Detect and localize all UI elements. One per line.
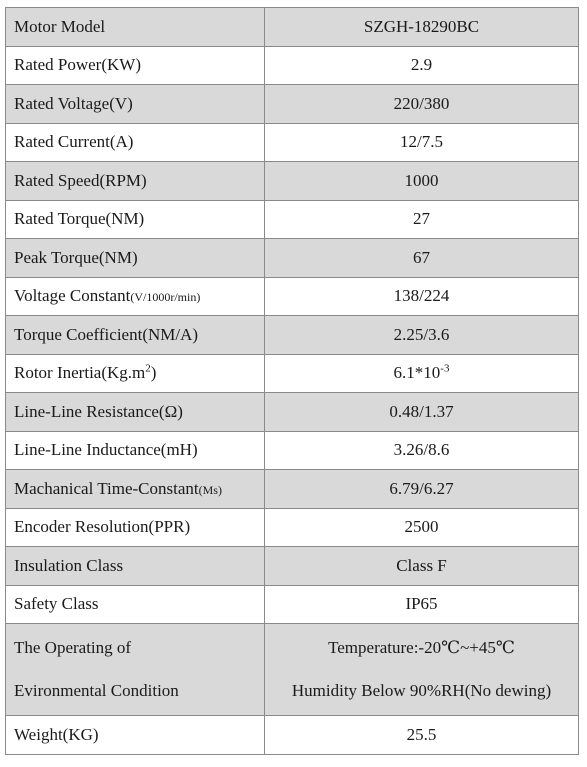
spec-label: Line-Line Inductance(mH)	[6, 431, 265, 470]
spec-value: 2500	[265, 508, 579, 547]
spec-value-exponent: -3	[440, 362, 450, 375]
table-row	[6, 393, 579, 432]
spec-label-line: The Operating of	[14, 638, 132, 658]
spec-label: Line-Line Resistance(Ω)	[6, 393, 265, 432]
table-row	[6, 316, 579, 355]
spec-value: 220/380	[265, 85, 579, 124]
spec-label: Rated Speed(RPM)	[6, 162, 265, 201]
table-row	[6, 624, 579, 716]
table-row	[6, 508, 579, 547]
spec-value: 0.48/1.37	[265, 393, 579, 432]
spec-label: Rated Voltage(V)	[6, 85, 265, 124]
spec-label: Rated Torque(NM)	[6, 200, 265, 239]
table-row	[6, 431, 579, 470]
spec-label: Torque Coefficient(NM/A)	[6, 316, 265, 355]
spec-value	[265, 354, 579, 393]
table-row	[6, 46, 579, 85]
spec-value	[265, 624, 579, 716]
spec-label	[6, 624, 265, 716]
spec-label-text: Voltage Constant	[14, 286, 131, 306]
spec-label	[6, 277, 265, 316]
spec-value: IP65	[265, 585, 579, 624]
table-row	[6, 585, 579, 624]
spec-label-unit: (V/1000r/min)	[130, 290, 201, 305]
table-row	[6, 8, 579, 47]
spec-label: Rated Power(KW)	[6, 46, 265, 85]
spec-label-superscript: 2	[145, 362, 151, 375]
spec-value-line: Humidity Below 90%RH(No dewing)	[291, 680, 552, 700]
spec-value: 12/7.5	[265, 123, 579, 162]
table-row	[6, 470, 579, 509]
spec-label: Motor Model	[6, 8, 265, 47]
spec-value: 138/224	[265, 277, 579, 316]
spec-value: 27	[265, 200, 579, 239]
table-row	[6, 123, 579, 162]
table-row	[6, 85, 579, 124]
spec-label-text: Rotor Inertia(Kg.m	[14, 363, 146, 383]
spec-value: SZGH-18290BC	[265, 8, 579, 47]
spec-value: 1000	[265, 162, 579, 201]
spec-value: 2.25/3.6	[265, 316, 579, 355]
spec-label-text: Machanical Time-Constant	[14, 478, 199, 498]
spec-label: Insulation Class	[6, 547, 265, 586]
table-row	[6, 277, 579, 316]
table-row	[6, 239, 579, 278]
table-row	[6, 162, 579, 201]
spec-label-line: Evironmental Condition	[14, 680, 179, 700]
spec-label: Peak Torque(NM)	[6, 239, 265, 278]
spec-value: 6.79/6.27	[265, 470, 579, 509]
spec-value: Class F	[265, 547, 579, 586]
spec-value: 2.9	[265, 46, 579, 85]
spec-label: Rated Current(A)	[6, 123, 265, 162]
spec-label-tail: )	[150, 363, 157, 383]
spec-value-line: Temperature:-20℃~+45℃	[328, 638, 515, 658]
table-row	[6, 716, 579, 755]
spec-label: Safety Class	[6, 585, 265, 624]
spec-label	[6, 470, 265, 509]
spec-label	[6, 354, 265, 393]
table-row	[6, 547, 579, 586]
spec-value: 25.5	[265, 716, 579, 755]
table-row	[6, 200, 579, 239]
spec-label: Weight(KG)	[6, 716, 265, 755]
spec-value: 3.26/8.6	[265, 431, 579, 470]
spec-value-text: 6.1*10	[393, 363, 441, 383]
spec-label-unit: (Ms)	[198, 482, 222, 497]
table-row	[6, 354, 579, 393]
spec-value: 67	[265, 239, 579, 278]
spec-label: Encoder Resolution(PPR)	[6, 508, 265, 547]
motor-spec-table	[5, 7, 579, 755]
